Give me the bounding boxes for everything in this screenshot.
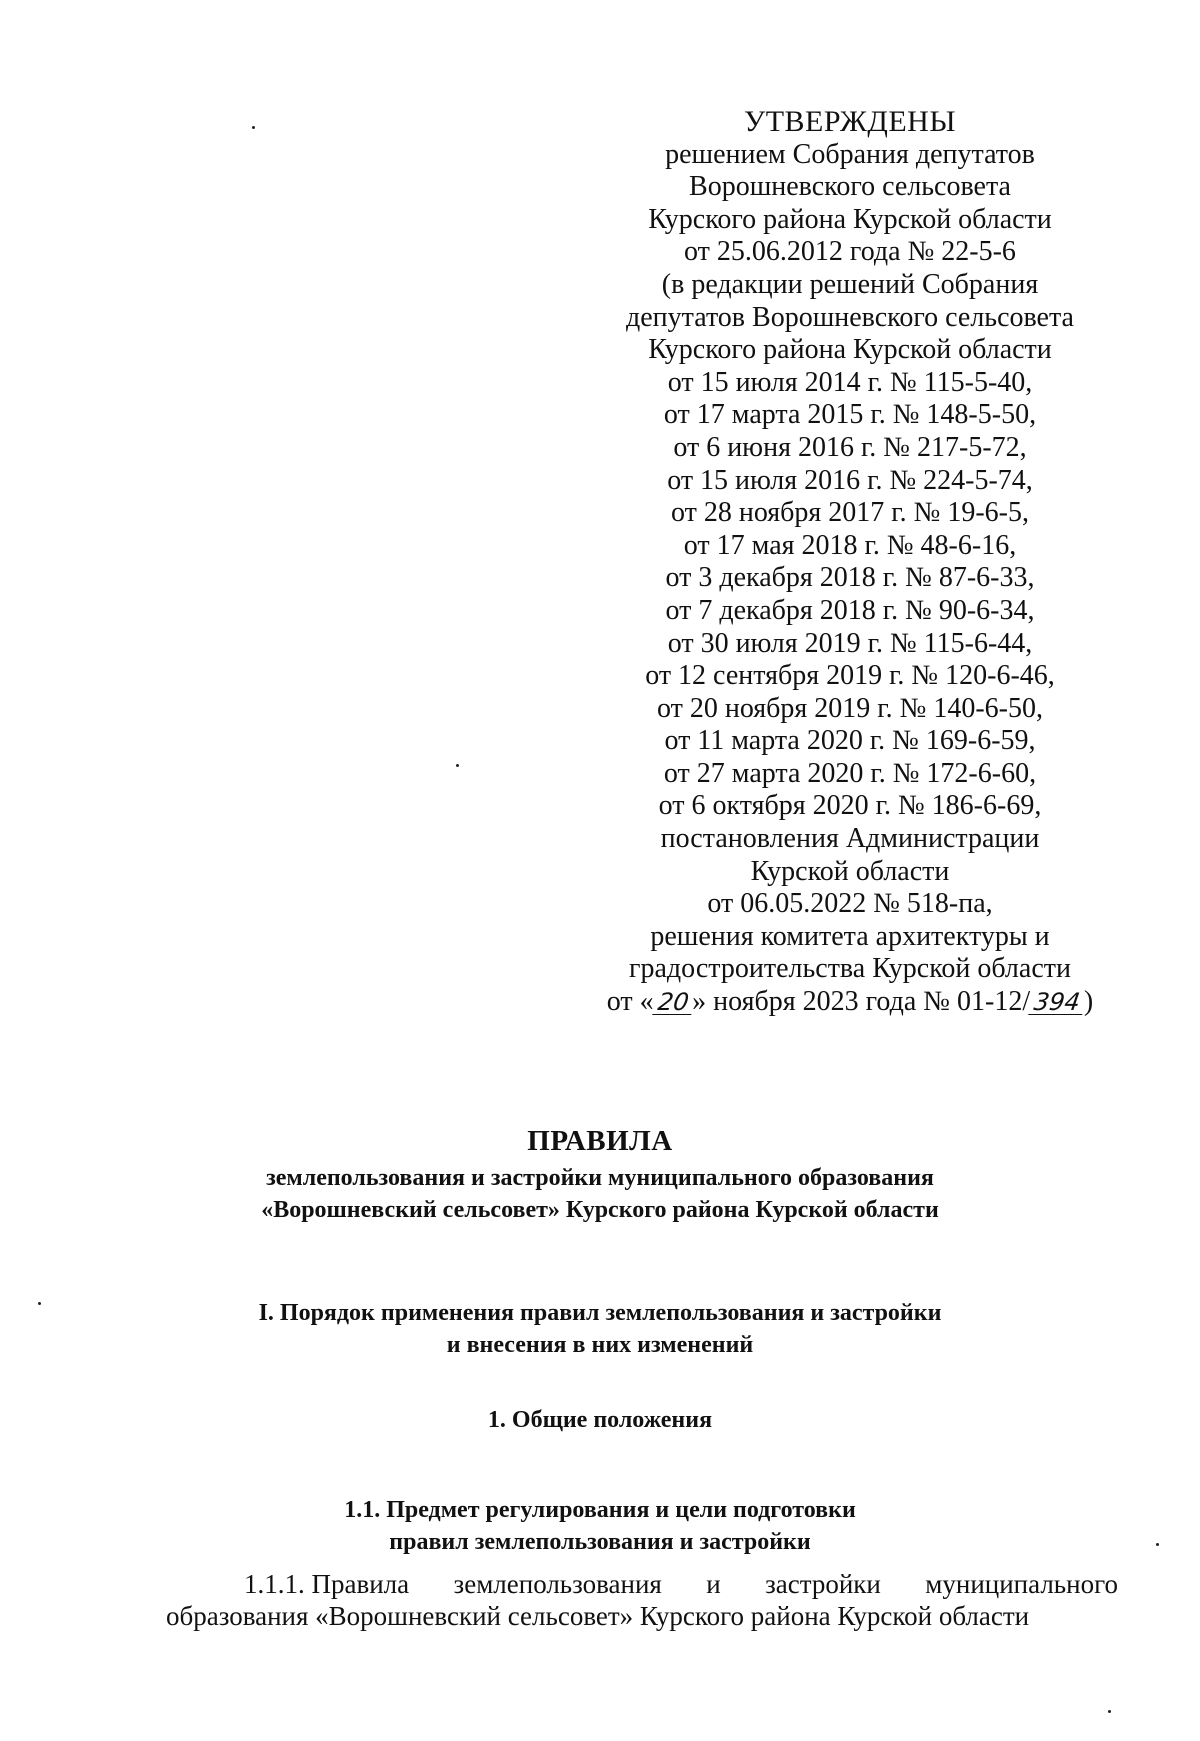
approval-title: УТВЕРЖДЕНЫ bbox=[743, 105, 957, 138]
scan-speck bbox=[1156, 1543, 1159, 1546]
handwritten-day: 20 bbox=[652, 990, 694, 1015]
scan-speck bbox=[1108, 1710, 1111, 1713]
approval-line: от 28 ноября 2017 г. № 19-6-5, bbox=[670, 497, 1029, 529]
section-heading-line: I. Порядок применения правил землепользования и застройки bbox=[258, 1300, 942, 1326]
approval-line: от 11 марта 2020 г. № 169-6-59, bbox=[664, 725, 1036, 757]
chapter-heading: 1. Общие положения bbox=[487, 1407, 713, 1433]
approval-line: от 6 октября 2020 г. № 186-6-69, bbox=[658, 790, 1042, 822]
approval-line: от 17 мая 2018 г. № 48-6-16, bbox=[683, 529, 1017, 561]
approval-line: от 20 ноября 2019 г. № 140-6-50, bbox=[656, 692, 1043, 724]
section-heading bbox=[0, 1297, 1200, 1361]
subchapter-heading bbox=[0, 1494, 1200, 1558]
rules-subtitle bbox=[0, 1162, 1200, 1226]
rules-subtitle-line: «Ворошневский сельсовет» Курского района Курской области bbox=[261, 1197, 939, 1223]
paragraph-word: застройки bbox=[765, 1569, 881, 1599]
approval-line: от 30 июля 2019 г. № 115-6-44, bbox=[667, 627, 1033, 659]
approval-line: Курского района Курской области bbox=[648, 203, 1052, 235]
approval-last-line bbox=[560, 986, 1140, 1019]
rules-title: ПРАВИЛА bbox=[527, 1125, 673, 1157]
last-line-middle: » ноября 2023 года № 01-12/ bbox=[692, 986, 1031, 1018]
approval-line: от 17 марта 2015 г. № 148-5-50, bbox=[663, 399, 1037, 431]
approval-line: от 15 июля 2016 г. № 224-5-74, bbox=[667, 464, 1033, 496]
scan-speck bbox=[38, 1302, 41, 1305]
approval-line: Курской области bbox=[750, 855, 950, 887]
approval-line: постановления Администрации bbox=[660, 823, 1040, 855]
paragraph-1-1-1 bbox=[166, 1568, 1118, 1632]
approval-line: от 6 июня 2016 г. № 217-5-72, bbox=[673, 431, 1027, 463]
last-line-suffix: ) bbox=[1083, 986, 1094, 1018]
section-heading-line: и внесения в них изменений bbox=[446, 1332, 754, 1358]
subchapter-heading-line: правил землепользования и застройки bbox=[389, 1529, 811, 1555]
paragraph-word: и bbox=[706, 1569, 721, 1599]
paragraph-word: муниципального bbox=[925, 1569, 1118, 1599]
paragraph-word: землепользования bbox=[453, 1569, 662, 1599]
subchapter-heading-line: 1.1. Предмет регулирования и цели подготовки bbox=[344, 1497, 856, 1523]
rules-subtitle-line: землепользования и застройки муниципального образования bbox=[266, 1165, 934, 1191]
approval-line: решения комитета архитектуры и bbox=[650, 920, 1050, 952]
approval-line: Курского района Курской области bbox=[648, 334, 1052, 366]
paragraph-line bbox=[166, 1568, 1118, 1600]
approval-line: от 27 марта 2020 г. № 172-6-60, bbox=[663, 757, 1037, 789]
approval-line: от 12 сентября 2019 г. № 120-6-46, bbox=[645, 660, 1055, 692]
approval-line: депутатов Ворошневского сельсовета bbox=[626, 301, 1074, 333]
paragraph-line: образования «Ворошневский сельсовет» Курского района Курской области bbox=[166, 1601, 1030, 1631]
approval-line: Ворошневского сельсовета bbox=[689, 171, 1011, 203]
approval-line: градостроительства Курской области bbox=[629, 953, 1071, 985]
approval-line: (в редакции решений Собрания bbox=[661, 268, 1039, 300]
approval-line: от 25.06.2012 года № 22-5-6 bbox=[684, 236, 1016, 268]
approval-line: от 06.05.2022 № 518-па, bbox=[707, 888, 993, 920]
last-line-prefix: от « bbox=[606, 986, 654, 1018]
approval-line: от 3 декабря 2018 г. № 87-6-33, bbox=[665, 562, 1035, 594]
scan-speck bbox=[456, 764, 459, 767]
scan-speck bbox=[252, 126, 255, 129]
approval-line: от 15 июля 2014 г. № 115-5-40, bbox=[667, 366, 1033, 398]
handwritten-number: 394 bbox=[1028, 990, 1085, 1015]
paragraph-word: 1.1.1. Правила bbox=[244, 1569, 410, 1599]
approval-line: решением Собрания депутатов bbox=[665, 138, 1035, 170]
approval-block bbox=[560, 106, 1140, 1019]
approval-line: от 7 декабря 2018 г. № 90-6-34, bbox=[665, 594, 1035, 626]
